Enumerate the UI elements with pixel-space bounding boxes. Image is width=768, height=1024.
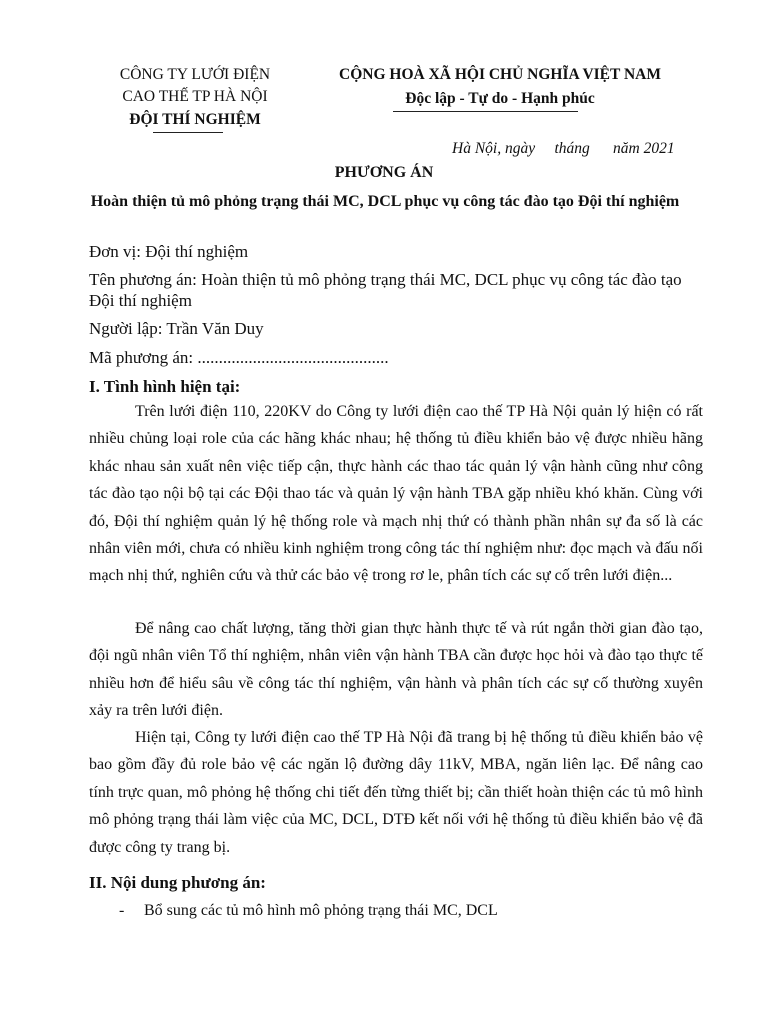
department-underline [153, 132, 223, 133]
plan-name-line: Tên phương án: Hoàn thiện tủ mô phỏng trạng thái MC, DCL phục vụ công tác đào tạo Đội thí nghiệm [89, 270, 682, 310]
bullet-text: Bổ sung các tủ mô hình mô phỏng trạng thái MC, DCL [144, 902, 498, 919]
unit-line: Đơn vị: Đội thí nghiệm [89, 242, 249, 261]
bullet-item [119, 900, 709, 922]
national-title: CỘNG HOÀ XÃ HỘI CHỦ NGHĨA VIỆT NAM [339, 66, 661, 83]
date-line: Hà Nội, ngày tháng năm 2021 [452, 140, 675, 157]
department-name: ĐỘI THÍ NGHIỆM [129, 111, 261, 128]
section-1-paragraph-2 [89, 615, 703, 725]
section-1-paragraph-1 [89, 398, 703, 590]
section-1-paragraph-3 [89, 724, 703, 861]
paragraph-text: Hiện tại, Công ty lưới điện cao thế TP Hà Nội đã trang bị hệ thống tủ điều khiển bảo vệ bao gồm đầy đủ role bảo vệ các ngăn lộ đường dây 11kV, MBA, ngăn liên lạc. Để nâng cao tính trực quan, mô phỏng hệ thống chi tiết đến từng thiết bị; cần thiết hoàn thiện các tủ mô hình mô phỏng trạng thái làm việc của MC, DCL, DTĐ kết nối với hệ thống tủ điều khiển bảo vệ đã được công ty trang bị. [89, 729, 703, 856]
section-1-heading: I. Tình hình hiện tại: [89, 377, 241, 396]
paragraph-text: Để nâng cao chất lượng, tăng thời gian thực hành thực tế và rút ngắn thời gian đào tạo, đội ngũ nhân viên Tổ thí nghiệm, nhân viên vận hành TBA cần được học hỏi và đào tạo thực tế nhiều hơn để hiểu sâu về công tác thí nghiệm, vận hành và phân tích các sự cố thường xuyên xảy ra trên lưới điện. [89, 620, 703, 720]
paragraph-text: Trên lưới điện 110, 220KV do Công ty lưới điện cao thế TP Hà Nội quản lý hiện có rất nhiều chủng loại role của các hãng khác nhau; hệ thống tủ điều khiển bảo vệ được nhiều hãng khác nhau sản xuất nên việc tiếp cận, thực hành các thao tác quản lý vận hành cũng như công tác đào tạo nội bộ tại các Đội thao tác và quản lý vận hành TBA gặp nhiều khó khăn. Cùng với đó, Đội thí nghiệm quản lý hệ thống role và mạch nhị thứ có thành phần nhân sự đa số là các nhân viên mới, chưa có nhiều kinh nghiệm trong công tác thí nghiệm như: đọc mạch và đấu nối mạch nhị thứ, nghiên cứu và thử các bảo vệ trong rơ le, phân tích các sự cố trên lưới điện... [89, 403, 703, 585]
national-motto: Độc lập - Tự do - Hạnh phúc [405, 90, 595, 107]
motto-underline [393, 111, 578, 112]
bullet-marker: - [119, 902, 125, 919]
company-name-line1: CÔNG TY LƯỚI ĐIỆN [119, 66, 271, 83]
document-subtitle: Hoàn thiện tủ mô phỏng trạng thái MC, DCL phục vụ công tác đào tạo Đội thí nghiệm [90, 193, 680, 210]
plan-code-line: Mã phương án: ............................................. [89, 348, 389, 367]
document-title: PHƯƠNG ÁN [334, 164, 434, 181]
author-line: Người lập: Trần Văn Duy [89, 319, 264, 338]
company-name-line2: CAO THẾ TP HÀ NỘI [122, 88, 268, 105]
section-2-heading: II. Nội dung phương án: [89, 873, 266, 892]
